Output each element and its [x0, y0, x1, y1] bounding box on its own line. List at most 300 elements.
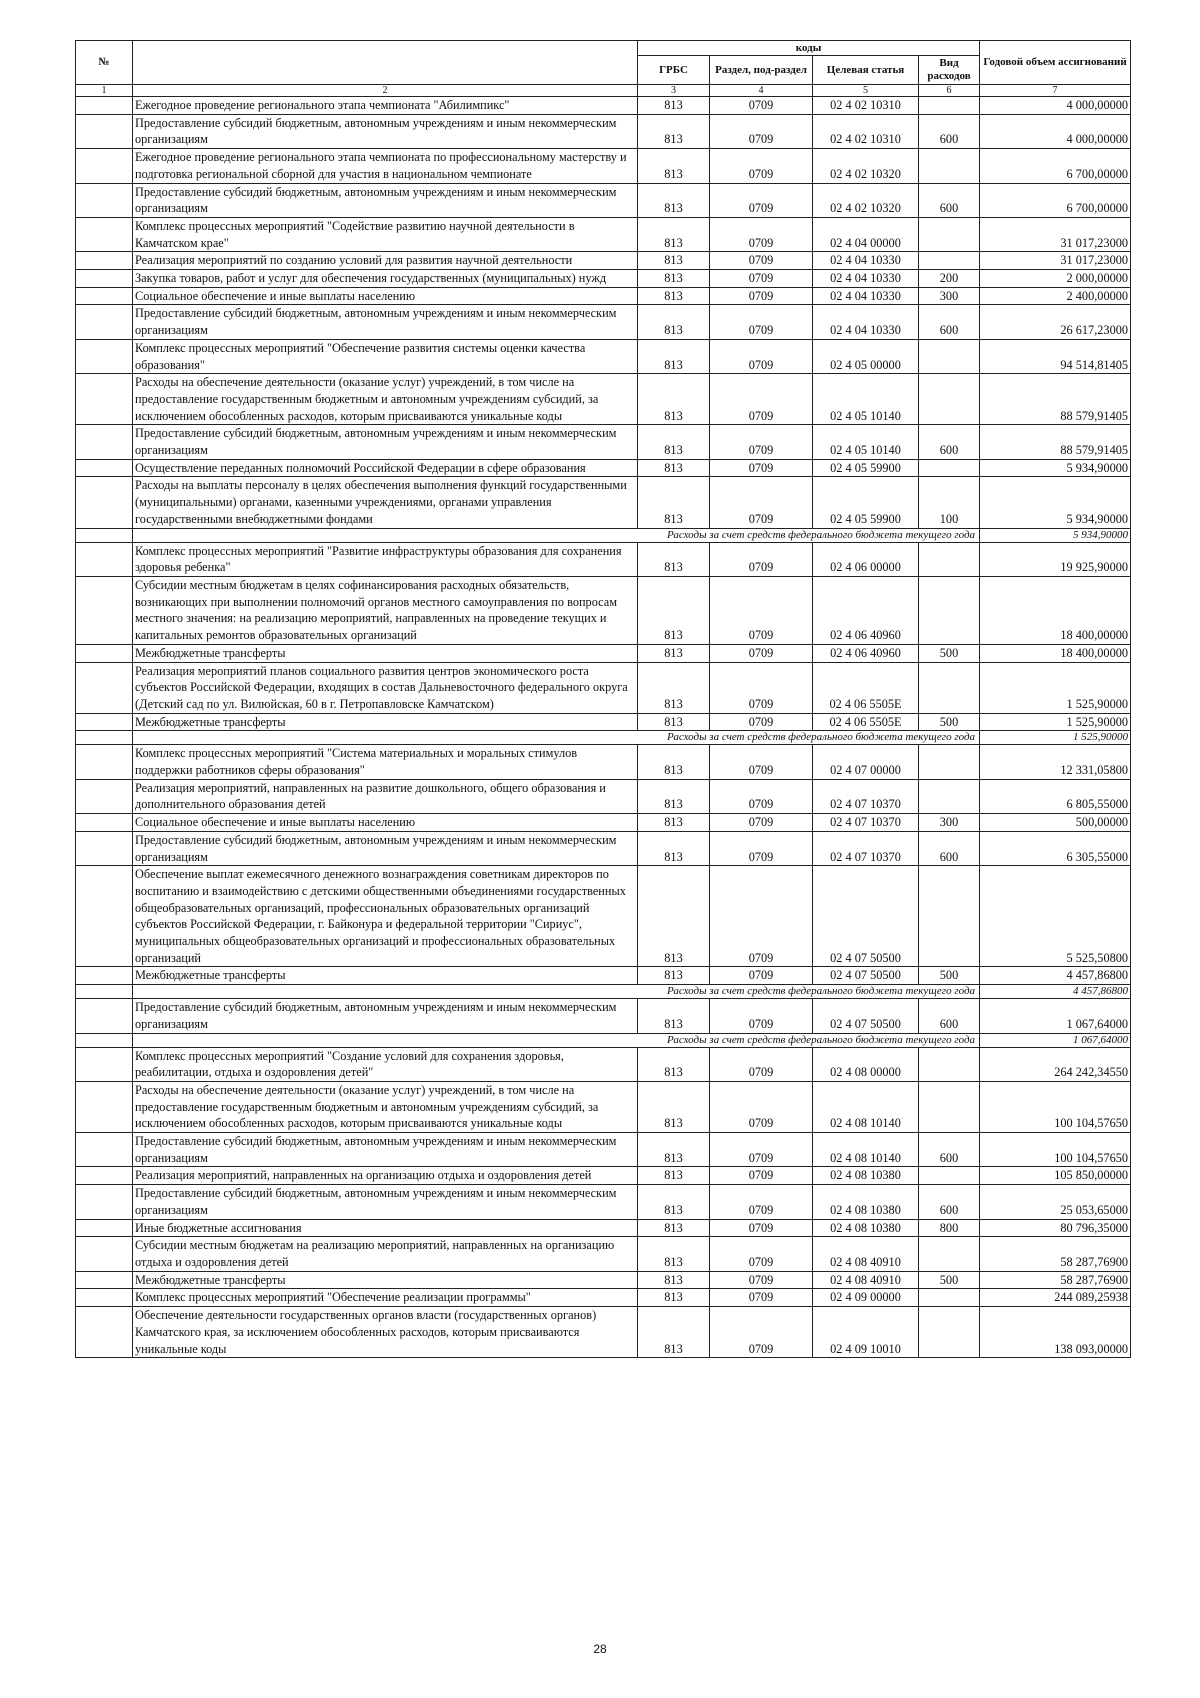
cell-section: 0709 [710, 339, 813, 373]
federal-note: Расходы за счет средств федерального бюджета текущего года [133, 731, 980, 745]
header-grbs: ГРБС [638, 56, 710, 85]
cell-num [76, 1185, 133, 1219]
cell-target: 02 4 08 10380 [813, 1219, 919, 1237]
cell-sum: 1 525,90000 [980, 662, 1131, 713]
cell-num [76, 779, 133, 813]
cell-name: Предоставление субсидий бюджетным, автономным учреждениям и иным некоммерческим организациям [133, 831, 638, 865]
cell-num [76, 114, 133, 148]
cell-sum: 138 093,00000 [980, 1307, 1131, 1358]
cell-name: Предоставление субсидий бюджетным, автономным учреждениям и иным некоммерческим организациям [133, 1133, 638, 1167]
cell-num [76, 866, 133, 967]
cell-num [76, 477, 133, 528]
cell-section: 0709 [710, 1167, 813, 1185]
cell-target: 02 4 08 10140 [813, 1133, 919, 1167]
cell-grbs: 813 [638, 779, 710, 813]
cell-num [76, 252, 133, 270]
cell-num [76, 217, 133, 251]
cell-target: 02 4 06 5505Е [813, 662, 919, 713]
col-num: 4 [710, 85, 813, 97]
cell-target: 02 4 08 10380 [813, 1167, 919, 1185]
cell-grbs: 813 [638, 542, 710, 576]
cell-num [76, 528, 133, 542]
cell-sum: 2 400,00000 [980, 287, 1131, 305]
cell-num [76, 1081, 133, 1132]
cell-sum: 5 934,90000 [980, 459, 1131, 477]
cell-name: Социальное обеспечение и иные выплаты населению [133, 814, 638, 832]
cell-section: 0709 [710, 1271, 813, 1289]
cell-num [76, 1289, 133, 1307]
cell-grbs: 813 [638, 252, 710, 270]
cell-target: 02 4 05 59900 [813, 477, 919, 528]
cell-sum: 2 000,00000 [980, 270, 1131, 288]
header-section: Раздел, под-раздел [710, 56, 813, 85]
cell-target: 02 4 07 00000 [813, 745, 919, 779]
cell-num [76, 459, 133, 477]
cell-name: Комплекс процессных мероприятий "Создание условий для сохранения здоровья, реабилитации, отдыха и оздоровления детей" [133, 1047, 638, 1081]
cell-target: 02 4 06 00000 [813, 542, 919, 576]
cell-name: Субсидии местным бюджетам в целях софинансирования расходных обязательств, возникающих при выполнении полномочий органов местного самоуправления по вопросам местного значения: на реализацию мероприятий, направленных на проведение текущих и капитальных ремонтов образовательных организаций [133, 576, 638, 644]
cell-target: 02 4 04 10330 [813, 270, 919, 288]
cell-type: 600 [919, 425, 980, 459]
table-row [76, 252, 1131, 270]
cell-section: 0709 [710, 576, 813, 644]
cell-num [76, 1167, 133, 1185]
cell-sum: 500,00000 [980, 814, 1131, 832]
cell-sum: 88 579,91405 [980, 374, 1131, 425]
cell-name: Межбюджетные трансферты [133, 644, 638, 662]
cell-grbs: 813 [638, 1219, 710, 1237]
cell-target: 02 4 06 5505Е [813, 713, 919, 731]
cell-target: 02 4 02 10310 [813, 97, 919, 115]
table-row [76, 542, 1131, 576]
header-name [133, 41, 638, 85]
col-num: 3 [638, 85, 710, 97]
cell-type [919, 97, 980, 115]
cell-type [919, 1289, 980, 1307]
cell-num [76, 1237, 133, 1271]
cell-type: 300 [919, 814, 980, 832]
cell-sum: 6 805,55000 [980, 779, 1131, 813]
cell-grbs: 813 [638, 217, 710, 251]
budget-table [75, 40, 1131, 1358]
cell-target: 02 4 04 00000 [813, 217, 919, 251]
cell-type: 500 [919, 1271, 980, 1289]
cell-num [76, 305, 133, 339]
cell-num [76, 183, 133, 217]
cell-type: 600 [919, 1133, 980, 1167]
cell-sum: 18 400,00000 [980, 644, 1131, 662]
cell-sum: 4 000,00000 [980, 97, 1131, 115]
cell-type [919, 542, 980, 576]
table-row [76, 831, 1131, 865]
cell-type [919, 339, 980, 373]
cell-grbs: 813 [638, 305, 710, 339]
cell-num [76, 1047, 133, 1081]
federal-note: Расходы за счет средств федерального бюджета текущего года [133, 528, 980, 542]
cell-grbs: 813 [638, 644, 710, 662]
table-row [76, 1047, 1131, 1081]
cell-type [919, 149, 980, 183]
cell-num [76, 270, 133, 288]
cell-name: Предоставление субсидий бюджетным, автономным учреждениям и иным некоммерческим организациям [133, 114, 638, 148]
cell-sum: 5 934,90000 [980, 528, 1131, 542]
cell-section: 0709 [710, 745, 813, 779]
cell-sum: 244 089,25938 [980, 1289, 1131, 1307]
header-target: Целевая статья [813, 56, 919, 85]
cell-grbs: 813 [638, 1133, 710, 1167]
table-row [76, 374, 1131, 425]
cell-num [76, 831, 133, 865]
cell-target: 02 4 02 10320 [813, 149, 919, 183]
cell-section: 0709 [710, 999, 813, 1033]
table-row [76, 576, 1131, 644]
cell-name: Обеспечение выплат ежемесячного денежного вознаграждения советникам директоров по воспитанию и взаимодействию с детскими общественными объединениями государственных общеобразовательных организаций, профессиональных образовательных организаций субъектов Российской Федерации, г. Байконура и федеральной территории "Сириус", муниципальных общеобразовательных организаций и профессиональных образовательных организаций [133, 866, 638, 967]
cell-sum: 6 700,00000 [980, 183, 1131, 217]
cell-grbs: 813 [638, 374, 710, 425]
cell-grbs: 813 [638, 576, 710, 644]
cell-grbs: 813 [638, 114, 710, 148]
cell-type: 600 [919, 183, 980, 217]
cell-sum: 4 000,00000 [980, 114, 1131, 148]
cell-sum: 31 017,23000 [980, 252, 1131, 270]
cell-num [76, 1271, 133, 1289]
cell-section: 0709 [710, 713, 813, 731]
col-num: 5 [813, 85, 919, 97]
table-row [76, 1081, 1131, 1132]
cell-num [76, 745, 133, 779]
cell-target: 02 4 07 50500 [813, 999, 919, 1033]
cell-num [76, 985, 133, 999]
cell-name: Предоставление субсидий бюджетным, автономным учреждениям и иным некоммерческим организациям [133, 999, 638, 1033]
cell-name: Комплекс процессных мероприятий "Система материальных и моральных стимулов поддержки работников сферы образования" [133, 745, 638, 779]
table-row [76, 713, 1131, 731]
cell-grbs: 813 [638, 814, 710, 832]
cell-section: 0709 [710, 270, 813, 288]
cell-target: 02 4 05 10140 [813, 425, 919, 459]
table-row [76, 114, 1131, 148]
cell-target: 02 4 08 00000 [813, 1047, 919, 1081]
cell-grbs: 813 [638, 1185, 710, 1219]
cell-name: Реализация мероприятий, направленных на развитие дошкольного, общего образования и дополнительного образования детей [133, 779, 638, 813]
col-num: 6 [919, 85, 980, 97]
cell-type: 600 [919, 1185, 980, 1219]
cell-grbs: 813 [638, 425, 710, 459]
cell-sum: 100 104,57650 [980, 1133, 1131, 1167]
cell-target: 02 4 05 10140 [813, 374, 919, 425]
cell-sum: 1 525,90000 [980, 731, 1131, 745]
column-number-row [76, 85, 1131, 97]
cell-sum: 100 104,57650 [980, 1081, 1131, 1132]
table-row [76, 270, 1131, 288]
page-number: 28 [593, 1642, 607, 1656]
cell-name: Осуществление переданных полномочий Российской Федерации в сфере образования [133, 459, 638, 477]
cell-num [76, 713, 133, 731]
cell-type: 600 [919, 999, 980, 1033]
cell-type: 600 [919, 831, 980, 865]
cell-section: 0709 [710, 1133, 813, 1167]
table-row [76, 814, 1131, 832]
cell-target: 02 4 02 10310 [813, 114, 919, 148]
cell-section: 0709 [710, 1185, 813, 1219]
cell-num [76, 339, 133, 373]
cell-target: 02 4 09 10010 [813, 1307, 919, 1358]
cell-grbs: 813 [638, 1289, 710, 1307]
cell-num [76, 97, 133, 115]
table-row [76, 999, 1131, 1033]
table-row [76, 477, 1131, 528]
cell-section: 0709 [710, 305, 813, 339]
cell-type: 500 [919, 644, 980, 662]
table-row [76, 1133, 1131, 1167]
cell-sum: 6 700,00000 [980, 149, 1131, 183]
cell-section: 0709 [710, 217, 813, 251]
cell-section: 0709 [710, 662, 813, 713]
cell-type [919, 866, 980, 967]
cell-grbs: 813 [638, 967, 710, 985]
cell-name: Иные бюджетные ассигнования [133, 1219, 638, 1237]
cell-target: 02 4 07 50500 [813, 866, 919, 967]
table-row [76, 1167, 1131, 1185]
col-num: 7 [980, 85, 1131, 97]
cell-grbs: 813 [638, 713, 710, 731]
cell-type: 600 [919, 305, 980, 339]
cell-num [76, 999, 133, 1033]
cell-target: 02 4 08 40910 [813, 1271, 919, 1289]
cell-num [76, 149, 133, 183]
cell-sum: 58 287,76900 [980, 1271, 1131, 1289]
cell-target: 02 4 07 10370 [813, 779, 919, 813]
cell-type [919, 1307, 980, 1358]
cell-target: 02 4 08 10140 [813, 1081, 919, 1132]
cell-name: Закупка товаров, работ и услуг для обеспечения государственных (муниципальных) нужд [133, 270, 638, 288]
cell-name: Предоставление субсидий бюджетным, автономным учреждениям и иным некоммерческим организациям [133, 305, 638, 339]
cell-type [919, 374, 980, 425]
cell-sum: 26 617,23000 [980, 305, 1131, 339]
cell-section: 0709 [710, 97, 813, 115]
table-row [76, 779, 1131, 813]
cell-name: Межбюджетные трансферты [133, 713, 638, 731]
cell-sum: 25 053,65000 [980, 1185, 1131, 1219]
cell-sum: 264 242,34550 [980, 1047, 1131, 1081]
cell-name: Социальное обеспечение и иные выплаты населению [133, 287, 638, 305]
cell-name: Обеспечение деятельности государственных органов власти (государственных органов) Камчатского края, за исключением обособленных расходов, которым присваиваются уникальные коды [133, 1307, 638, 1358]
cell-name: Комплекс процессных мероприятий "Содействие развитию научной деятельности в Камчатском крае" [133, 217, 638, 251]
cell-sum: 31 017,23000 [980, 217, 1131, 251]
cell-section: 0709 [710, 1081, 813, 1132]
cell-section: 0709 [710, 252, 813, 270]
cell-type [919, 662, 980, 713]
cell-grbs: 813 [638, 745, 710, 779]
cell-name: Комплекс процессных мероприятий "Развитие инфраструктуры образования для сохранения здоровья ребенка" [133, 542, 638, 576]
table-row [76, 287, 1131, 305]
cell-section: 0709 [710, 425, 813, 459]
cell-name: Комплекс процессных мероприятий "Обеспечение реализации программы" [133, 1289, 638, 1307]
federal-budget-row [76, 985, 1131, 999]
federal-budget-row [76, 1033, 1131, 1047]
cell-section: 0709 [710, 1307, 813, 1358]
table-row [76, 1219, 1131, 1237]
cell-type [919, 779, 980, 813]
cell-type [919, 1167, 980, 1185]
table-row [76, 866, 1131, 967]
cell-type: 800 [919, 1219, 980, 1237]
cell-section: 0709 [710, 114, 813, 148]
cell-grbs: 813 [638, 477, 710, 528]
cell-section: 0709 [710, 644, 813, 662]
cell-num [76, 1033, 133, 1047]
cell-sum: 18 400,00000 [980, 576, 1131, 644]
cell-name: Расходы на обеспечение деятельности (оказание услуг) учреждений, в том числе на предоставление государственным бюджетным и автономным учреждениям субсидий, за исключением обособленных расходов, которым присваиваются уникальные коды [133, 1081, 638, 1132]
cell-type [919, 1237, 980, 1271]
cell-type [919, 459, 980, 477]
cell-target: 02 4 02 10320 [813, 183, 919, 217]
cell-type: 200 [919, 270, 980, 288]
cell-num [76, 814, 133, 832]
federal-budget-row [76, 731, 1131, 745]
cell-section: 0709 [710, 967, 813, 985]
cell-section: 0709 [710, 542, 813, 576]
cell-name: Межбюджетные трансферты [133, 967, 638, 985]
cell-sum: 4 457,86800 [980, 985, 1131, 999]
table-row [76, 1185, 1131, 1219]
cell-name: Расходы на обеспечение деятельности (оказание услуг) учреждений, в том числе на предоставление государственным бюджетным и автономным учреждениям субсидий, за исключением обособленных расходов, которым присваиваются уникальные коды [133, 374, 638, 425]
cell-sum: 1 067,64000 [980, 999, 1131, 1033]
cell-section: 0709 [710, 814, 813, 832]
cell-grbs: 813 [638, 1237, 710, 1271]
cell-name: Ежегодное проведение регионального этапа чемпионата "Абилимпикс" [133, 97, 638, 115]
cell-section: 0709 [710, 287, 813, 305]
table-row [76, 1307, 1131, 1358]
cell-name: Субсидии местным бюджетам на реализацию мероприятий, направленных на организацию отдыха и оздоровления детей [133, 1237, 638, 1271]
cell-section: 0709 [710, 183, 813, 217]
cell-num [76, 425, 133, 459]
cell-grbs: 813 [638, 999, 710, 1033]
cell-grbs: 813 [638, 149, 710, 183]
cell-sum: 5 525,50800 [980, 866, 1131, 967]
cell-type [919, 1047, 980, 1081]
cell-num [76, 287, 133, 305]
table-row [76, 183, 1131, 217]
cell-grbs: 813 [638, 662, 710, 713]
cell-target: 02 4 07 50500 [813, 967, 919, 985]
cell-grbs: 813 [638, 287, 710, 305]
cell-type [919, 1081, 980, 1132]
cell-target: 02 4 04 10330 [813, 305, 919, 339]
cell-type: 500 [919, 967, 980, 985]
cell-section: 0709 [710, 866, 813, 967]
cell-sum: 5 934,90000 [980, 477, 1131, 528]
cell-grbs: 813 [638, 339, 710, 373]
header-type: Вид расходов [919, 56, 980, 85]
cell-target: 02 4 06 40960 [813, 644, 919, 662]
cell-num [76, 731, 133, 745]
table-row [76, 662, 1131, 713]
table-row [76, 644, 1131, 662]
cell-target: 02 4 04 10330 [813, 252, 919, 270]
table-row [76, 305, 1131, 339]
cell-grbs: 813 [638, 1271, 710, 1289]
table-row [76, 1289, 1131, 1307]
cell-name: Предоставление субсидий бюджетным, автономным учреждениям и иным некоммерческим организациям [133, 425, 638, 459]
table-row [76, 339, 1131, 373]
cell-num [76, 644, 133, 662]
cell-grbs: 813 [638, 459, 710, 477]
cell-type [919, 745, 980, 779]
cell-target: 02 4 08 40910 [813, 1237, 919, 1271]
cell-name: Расходы на выплаты персоналу в целях обеспечения выполнения функций государственными (муниципальными) органами, казенными учреждениями, органами управления государственными внебюджетными фондами [133, 477, 638, 528]
table-row [76, 1271, 1131, 1289]
cell-type: 300 [919, 287, 980, 305]
cell-sum: 88 579,91405 [980, 425, 1131, 459]
cell-section: 0709 [710, 1237, 813, 1271]
cell-section: 0709 [710, 831, 813, 865]
cell-name: Предоставление субсидий бюджетным, автономным учреждениям и иным некоммерческим организациям [133, 1185, 638, 1219]
cell-target: 02 4 09 00000 [813, 1289, 919, 1307]
cell-num [76, 1307, 133, 1358]
cell-grbs: 813 [638, 1307, 710, 1358]
cell-num [76, 542, 133, 576]
table-row [76, 425, 1131, 459]
table-row [76, 217, 1131, 251]
cell-section: 0709 [710, 477, 813, 528]
cell-section: 0709 [710, 779, 813, 813]
header-annual: Годовой объем ассигнований [980, 41, 1131, 85]
cell-name: Межбюджетные трансферты [133, 1271, 638, 1289]
col-num: 1 [76, 85, 133, 97]
cell-section: 0709 [710, 1219, 813, 1237]
cell-section: 0709 [710, 374, 813, 425]
cell-name: Реализация мероприятий, направленных на организацию отдыха и оздоровления детей [133, 1167, 638, 1185]
table-row [76, 967, 1131, 985]
table-row [76, 149, 1131, 183]
cell-type [919, 217, 980, 251]
table-body [76, 97, 1131, 1358]
cell-sum: 1 525,90000 [980, 713, 1131, 731]
cell-name: Реализация мероприятий по созданию условий для развития научной деятельности [133, 252, 638, 270]
cell-section: 0709 [710, 459, 813, 477]
cell-num [76, 1133, 133, 1167]
cell-num [76, 662, 133, 713]
cell-name: Реализация мероприятий планов социального развития центров экономического роста субъектов Российской Федерации, входящих в состав Дальневосточного федерального округа (Детский сад по ул. Вилюйская, 60 в г. Петропавловске Камчатском) [133, 662, 638, 713]
table-row [76, 1237, 1131, 1271]
cell-grbs: 813 [638, 866, 710, 967]
table-row [76, 459, 1131, 477]
cell-sum: 6 305,55000 [980, 831, 1131, 865]
cell-num [76, 576, 133, 644]
cell-type: 100 [919, 477, 980, 528]
table-row [76, 745, 1131, 779]
table-row [76, 97, 1131, 115]
cell-type: 600 [919, 114, 980, 148]
cell-sum: 105 850,00000 [980, 1167, 1131, 1185]
cell-grbs: 813 [638, 1167, 710, 1185]
cell-sum: 12 331,05800 [980, 745, 1131, 779]
cell-target: 02 4 07 10370 [813, 814, 919, 832]
cell-type [919, 576, 980, 644]
federal-note: Расходы за счет средств федерального бюджета текущего года [133, 985, 980, 999]
cell-grbs: 813 [638, 1081, 710, 1132]
cell-grbs: 813 [638, 270, 710, 288]
cell-num [76, 1219, 133, 1237]
cell-sum: 1 067,64000 [980, 1033, 1131, 1047]
header-codes: коды [638, 41, 980, 56]
federal-note: Расходы за счет средств федерального бюджета текущего года [133, 1033, 980, 1047]
cell-name: Ежегодное проведение регионального этапа чемпионата по профессиональному мастерству и подготовка региональной сборной для участия в национальном чемпионате [133, 149, 638, 183]
cell-grbs: 813 [638, 183, 710, 217]
cell-type: 500 [919, 713, 980, 731]
cell-section: 0709 [710, 149, 813, 183]
cell-target: 02 4 05 59900 [813, 459, 919, 477]
